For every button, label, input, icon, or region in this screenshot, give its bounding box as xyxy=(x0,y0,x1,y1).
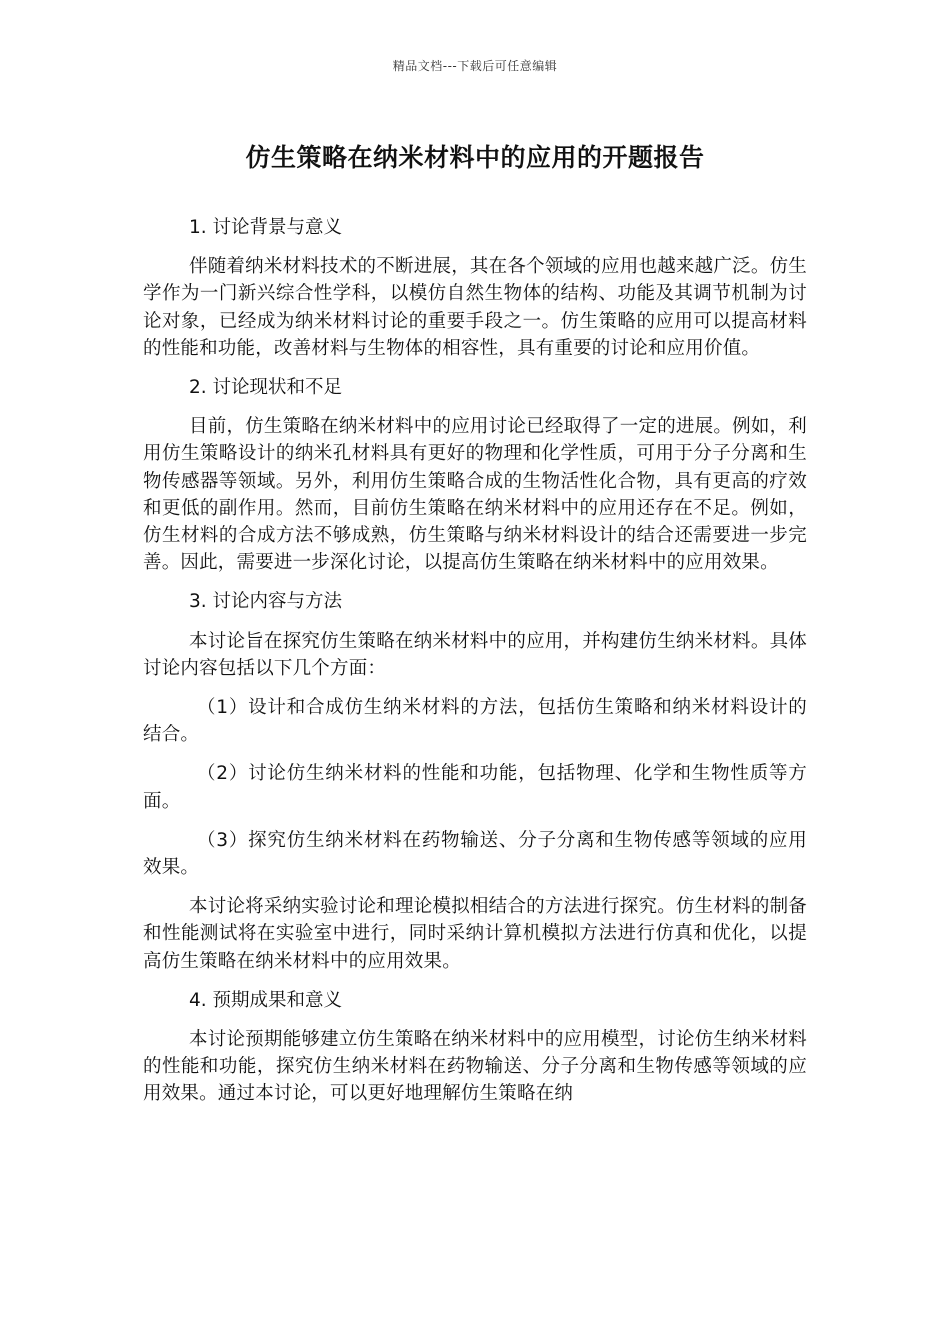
paragraph-intro: 本讨论旨在探究仿生策略在纳米材料中的应用，并构建仿生纳米材料。具体讨论内容包括以下几个方面： xyxy=(143,630,807,679)
paragraph-closing: 本讨论将采纳实验讨论和理论模拟相结合的方法进行探究。仿生材料的制备和性能测试将在实验室中进行，同时采纳计算机模拟方法进行仿真和优化，以提高仿生策略在纳米材料中的应用效果。 xyxy=(143,896,807,972)
paragraph: 伴随着纳米材料技术的不断进展，其在各个领域的应用也越来越广泛。仿生学作为一门新兴综合性学科，以模仿自然生物体的结构、功能及其调节机制为讨论对象，已经成为纳米材料讨论的重要手段之一。仿生策略的应用可以提高材料的性能和功能，改善材料与生物体的相容性，具有重要的讨论和应用价值。 xyxy=(143,256,807,359)
document-body xyxy=(143,214,807,1120)
document-header-note: 精品文档---下载后可任意编辑 xyxy=(392,59,558,73)
document-title: 仿生策略在纳米材料中的应用的开题报告 xyxy=(245,143,705,172)
section-content-methods xyxy=(143,588,807,974)
list-item: （2）讨论仿生纳米材料的性能和功能，包括物理、化学和生物性质等方面。 xyxy=(143,763,807,812)
list-item: （3）探究仿生纳米材料在药物输送、分子分离和生物传感等领域的应用效果。 xyxy=(143,829,807,879)
paragraph: 目前，仿生策略在纳米材料中的应用讨论已经取得了一定的进展。例如，利用仿生策略设计的纳米孔材料具有更好的物理和化学性质，可用于分子分离和生物传感器等领域。另外，利用仿生策略合成的生物活性化合物，具有更高的疗效和更低的副作用。然而，目前仿生策略在纳米材料中的应用还存在不足。例如，仿生材料的合成方法不够成熟，仿生策略与纳米材料设计的结合还需要进一步完善。因此，需要进一步深化讨论，以提高仿生策略在纳米材料中的应用效果。 xyxy=(143,416,807,574)
paragraph: 本讨论预期能够建立仿生策略在纳米材料中的应用模型，讨论仿生纳米材料的性能和功能，探究仿生纳米材料在药物输送、分子分离和生物传感等领域的应用效果。通过本讨论，可以更好地理解仿生策略在纳 xyxy=(143,1029,807,1105)
section-status xyxy=(143,374,807,576)
section-heading: 3. 讨论内容与方法 xyxy=(189,591,343,613)
section-heading: 2. 讨论现状和不足 xyxy=(189,377,343,399)
section-expected-results xyxy=(143,987,807,1108)
list-item: （1）设计和合成仿生纳米材料的方法，包括仿生策略和纳米材料设计的结合。 xyxy=(143,697,807,746)
section-background xyxy=(143,214,807,362)
section-heading: 1. 讨论背景与意义 xyxy=(189,217,343,238)
section-heading: 4. 预期成果和意义 xyxy=(189,989,343,1011)
